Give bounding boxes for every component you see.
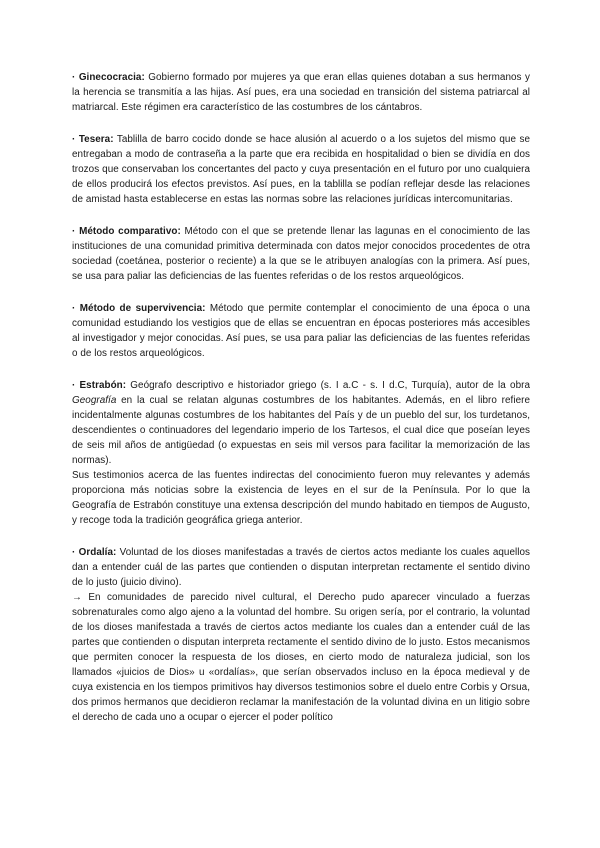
entry-paragraph	[72, 301, 530, 361]
entry-definition: Tablilla de barro cocido donde se hace alusión al acuerdo o a los sujetos del mismo que se entregaban a modo de contraseña a la parte que era recibida en hospitalidad o bien se dividía en dos trozos que conservaban los concertantes del pacto y cuya presentación en el futuro por uno cualquiera de ellos producirá los efectos previstos. Así pues, en la tablilla se podían reflejar desde las relaciones de amistad hasta establecerse en estas las normas sobre las relaciones jurídicas intercomunitarias.	[72, 134, 531, 205]
entry-term: Tesera:	[78, 134, 114, 145]
entry-metodo-supervivencia	[72, 301, 530, 361]
entry-ginecocracia	[72, 70, 530, 115]
entry-term: Método de supervivencia:	[79, 303, 206, 314]
bullet-marker: ·	[72, 547, 76, 558]
entry-term: Método comparativo:	[79, 226, 181, 237]
entry-definition: Voluntad de los dioses manifestadas a través de ciertos actos mediante los cuales aquellos dan a entender cuál de las partes que contienden o disputan interpretan rectamente el sentido divino de lo justo (juicio divino).	[72, 547, 531, 588]
bullet-marker: ·	[72, 303, 76, 314]
bullet-marker: ·	[72, 226, 76, 237]
book-title: Geografía	[72, 395, 117, 406]
entry-paragraph	[72, 545, 530, 590]
entry-paragraph	[72, 70, 530, 115]
entry-definition: Gobierno formado por mujeres ya que eran ellas quienes dotaban a sus hermanos y la herencia se transmitía a las hijas. Así pues, era una sociedad en transición del sistema patriarcal al matriarcal. Este régimen era característico de las costumbres de los cántabros.	[72, 72, 530, 113]
bullet-marker: ·	[72, 134, 76, 145]
entry-term: Ordalía:	[78, 547, 117, 558]
entry-ordalia	[72, 545, 530, 725]
entry-definition-end: en la cual se relatan algunas costumbres de los habitantes. Además, en el libro refiere incidentalmente algunas costumbres de los habitantes del País y de un pueblo del sur, los turdetanos, descendientes o continuadores del legendario imperio de los Tartesos, el cual dice que poseían leyes de seis mil años de antigüedad (o expuestas en seis mil versos para facilitar la memorización de las normas).	[72, 395, 530, 466]
entry-estrabon	[72, 378, 530, 528]
entry-term: Estrabón:	[79, 380, 127, 391]
bullet-marker: ·	[72, 380, 76, 391]
entry-definition-start: Geógrafo descriptivo e historiador griego (s. I a.C - s. I d.C, Turquía), autor de la obra	[130, 380, 530, 391]
bullet-marker: ·	[72, 72, 76, 83]
entry-extra-paragraph: → En comunidades de parecido nivel cultural, el Derecho pudo aparecer vinculado a fuerzas sobrenaturales como algo ajeno a la voluntad del hombre. Su origen sería, por el contrario, la voluntad de los dioses manifestada a través de ciertos actos mediante los cuales dan a entender cuál de las partes que contienden o disputan interpreta rectamente el sentido divino de lo justo. Estos mecanismos que permiten conocer la respuesta de los dioses, en cierto modo de naturaleza judicial, son los llamados «juicios de Dios» u «ordalías», que serían observados incluso en la época medieval y de cuya existencia en los tiempos primitivos hay diversos testimonios sobre el duelo entre Corbis y Orsua, dos primos hermanos que decidieron reclamar la manifestación de la voluntad divina en un litigio sobre el derecho de cada uno a ocupar o ejercer el poder político	[72, 592, 530, 723]
entry-term: Ginecocracia:	[78, 72, 145, 83]
entry-definition: Método que permite contemplar el conocimiento de una época o una comunidad estudiando los vestigios que de ellas se encuentran en épocas posteriores más accesibles al investigador y mejor conocidas. Así pues, se usa para paliar las deficiencias de las fuentes referidas o de los restos arqueológicos.	[72, 303, 530, 359]
entry-extra-paragraph: Sus testimonios acerca de las fuentes indirectas del conocimiento fueron muy relevantes y además proporciona más noticias sobre la existencia de leyes en el sur de la Península. Por lo que la Geografía de Estrabón constituye una extensa descripción del mundo habitado en tiempos de Augusto, y recoge toda la tradición geográfica griega anterior.	[72, 470, 530, 526]
entry-paragraph	[72, 224, 530, 284]
entry-paragraph	[72, 132, 530, 207]
entry-metodo-comparativo	[72, 224, 530, 284]
document-page	[72, 70, 530, 742]
entry-tesera	[72, 132, 530, 207]
entry-definition: Método con el que se pretende llenar las lagunas en el conocimiento de las instituciones de una comunidad primitiva determinada con datos mejor conocidos procedentes de otra sociedad (coetánea, posterior o reciente) a la que se le atribuyen analogías con la primera. Así pues, se usa para paliar las deficiencias de las fuentes referidas o de los restos arqueológicos.	[72, 226, 530, 282]
entry-paragraph	[72, 378, 530, 468]
